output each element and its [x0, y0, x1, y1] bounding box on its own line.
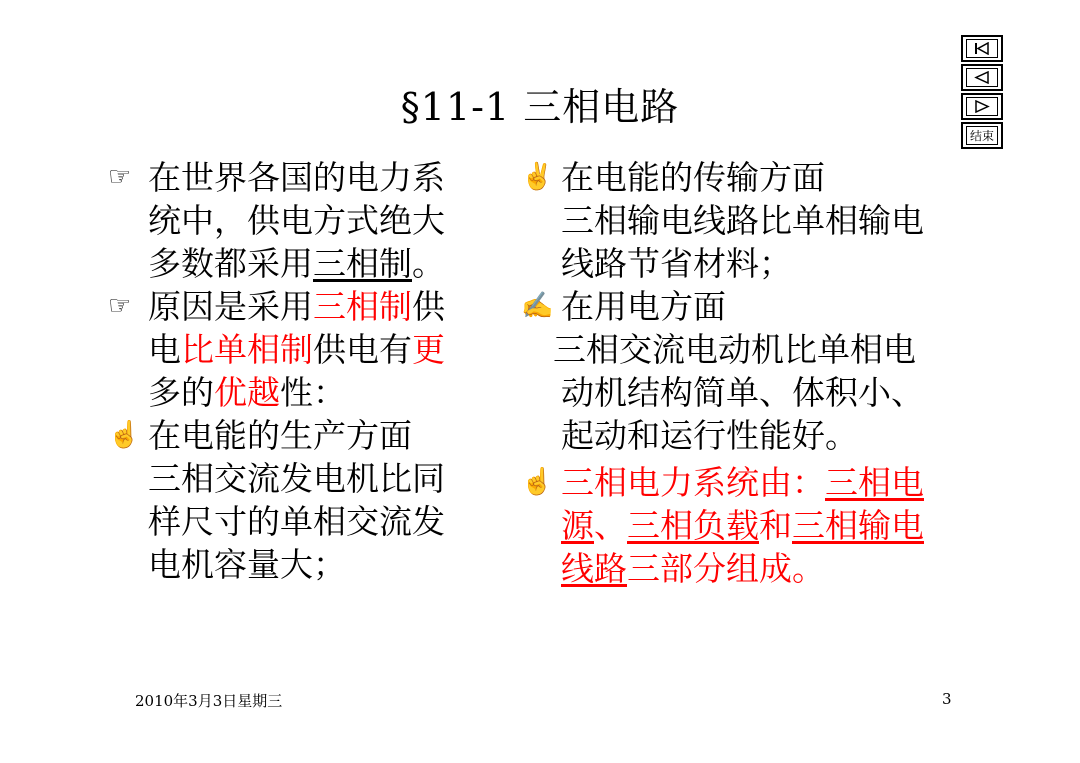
pointing-hand-icon: ☞	[108, 162, 132, 192]
slide-navigation	[961, 35, 1007, 151]
previous-slide-button[interactable]	[961, 64, 1003, 91]
hand-up-icon: ☝	[108, 420, 141, 450]
end-show-label: 结束	[966, 126, 998, 145]
next-slide-icon	[974, 100, 990, 113]
left-bullet-reason	[108, 285, 480, 414]
text-line: 三相电力系统由：三相电	[561, 463, 924, 502]
text-line: 在电能的传输方面	[561, 158, 825, 197]
text-line: 统中，供电方式绝大	[148, 201, 445, 240]
text-line: 三相交流发电机比同	[148, 459, 445, 498]
text-line: 动机结构简单、体积小、	[561, 373, 924, 412]
text-line: 在世界各国的电力系	[148, 158, 445, 197]
underlined-term: 三相电	[825, 463, 924, 502]
transmission-paragraph	[521, 199, 961, 285]
previous-slide-icon	[974, 71, 990, 84]
text-line: 三相输电线路比单相输电	[561, 201, 924, 240]
text-line: 电比单相制供电有更	[148, 330, 445, 369]
right-bullet-composition	[521, 461, 961, 590]
text-line: 源、三相负载和三相输电	[561, 506, 924, 545]
next-slide-button[interactable]	[961, 93, 1003, 120]
left-column	[108, 156, 480, 586]
highlight-term: 更	[412, 330, 445, 369]
text-line: 三相交流电动机比单相电	[553, 330, 916, 369]
hand-up-icon: ☝	[521, 467, 554, 497]
text-line: 多数都采用三相制。	[148, 244, 445, 283]
left-bullet-generation	[108, 414, 480, 457]
underlined-term: 三相制	[313, 244, 412, 283]
underlined-term: 线路	[561, 549, 627, 588]
usage-paragraph	[521, 328, 961, 457]
victory-hand-icon: ✌	[521, 162, 554, 192]
end-show-button[interactable]	[961, 122, 1003, 149]
text-line: 原因是采用三相制供	[148, 287, 445, 326]
highlight-term: 比单相制	[181, 330, 313, 369]
text-line: 样尺寸的单相交流发	[148, 502, 445, 541]
left-bullet-three-phase-system	[108, 156, 480, 285]
underlined-term: 三相负载	[627, 506, 759, 545]
text-line: 线路三部分组成。	[561, 549, 825, 588]
slide-title: §11-1 三相电路	[400, 85, 680, 129]
right-column	[521, 156, 961, 590]
generation-paragraph	[108, 457, 480, 586]
text-line: 电机容量大；	[148, 545, 346, 584]
pointing-hand-icon: ☞	[108, 291, 132, 321]
page-number: 3	[942, 690, 952, 708]
highlight-term: 三相制	[313, 287, 412, 326]
first-slide-button[interactable]	[961, 35, 1003, 62]
text-line: 多的优越性：	[148, 373, 346, 412]
first-slide-icon	[974, 42, 990, 55]
footer-date: 2010年3月3日星期三	[135, 692, 283, 710]
text-line: 在用电方面	[561, 287, 726, 326]
right-bullet-usage	[521, 285, 961, 328]
writing-hand-icon: ✍	[521, 291, 554, 321]
text-line: 在电能的生产方面	[148, 416, 412, 455]
text-line: 起动和运行性能好。	[561, 416, 858, 455]
right-bullet-transmission	[521, 156, 961, 199]
text-line: 线路节省材料；	[561, 244, 792, 283]
highlight-term: 优越	[214, 373, 280, 412]
underlined-term: 三相输电	[792, 506, 924, 545]
